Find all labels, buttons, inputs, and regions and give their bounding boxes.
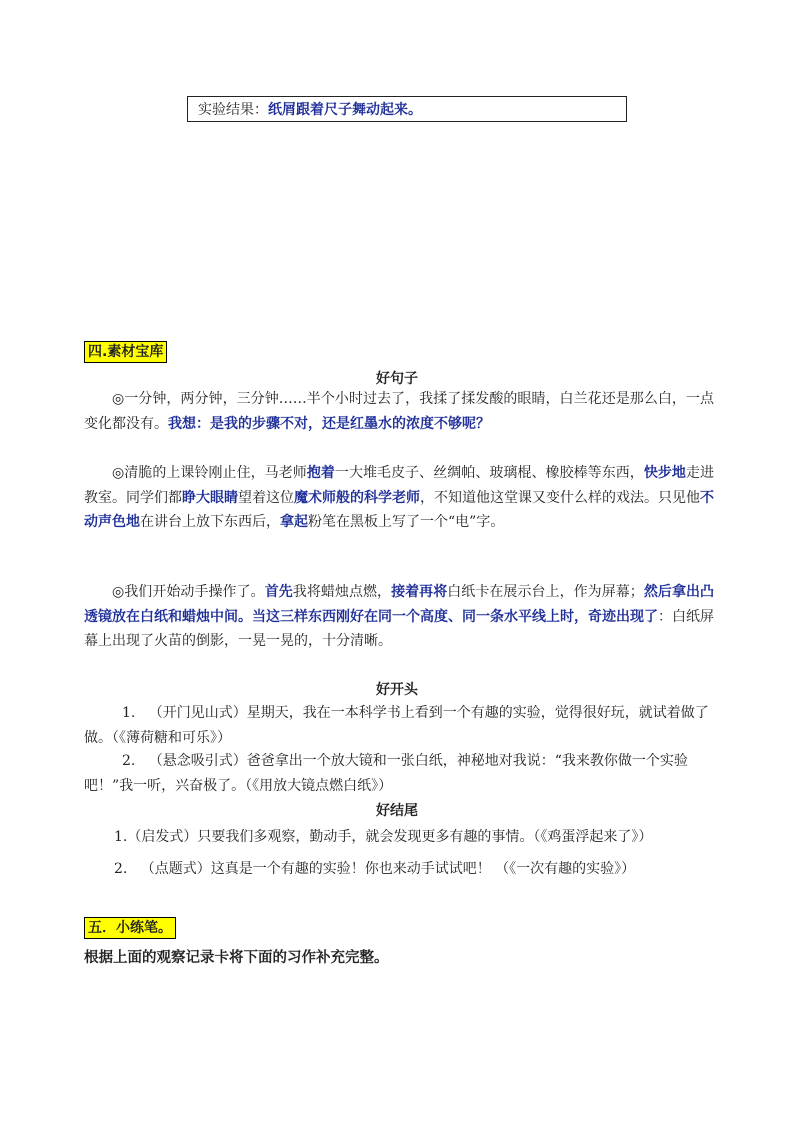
opening-item-2: 2. （悬念吸引式）爸爸拿出一个放大镜和一张白纸，神秘地对我说：“我来教你做一个实验吧！”我一听，兴奋极了。（《用放大镜点燃白纸》） [84,753,688,794]
sentence-paragraph-3: ◎我们开始动手操作了。首先我将蜡烛点燃，接着再将白纸卡在展示台上，作为屏幕；然后拿出凸透镜放在白纸和蜡烛中间。当这三样东西刚好在同一个高度、同一条水平线上时，奇迹出现了：白纸屏幕上出现了火苗的倒影，一晃一晃的，十分清晰。 [84,584,715,649]
practice-instruction: 根据上面的观察记录卡将下面的习作补充完整。 [84,950,389,966]
section-4-title: 四.素材宝库 [84,343,167,361]
result-label: 实验结果： [198,102,268,118]
experiment-result-box [187,96,627,122]
good-openings-heading: 好开头 [376,682,418,698]
sentence-paragraph-1: ◎一分钟，两分钟，三分钟……半个小时过去了，我揉了揉发酸的眼睛，白兰花还是那么白，一点变化都没有。我想：是我的步骤不对，还是红墨水的浓度不够呢？ [84,391,714,432]
good-endings-heading: 好结尾 [376,803,418,819]
good-sentences-heading: 好句子 [376,371,418,387]
sentence-paragraph-2: ◎清脆的上课铃刚止住，马老师抱着一大堆毛皮子、丝绸帕、玻璃棍、橡胶棒等东西，快步地走进教室。同学们都睁大眼睛望着这位魔术师般的科学老师，不知道他这堂课又变什么样的戏法。只见他不动声色地在讲台上放下东西后，拿起粉笔在黑板上写了一个“电”字。 [84,465,715,530]
ending-item-1: 1.（启发式）只要我们多观察，勤动手，就会发现更多有趣的事情。（《鸡蛋浮起来了》） [114,829,653,845]
ending-item-2: 2. （点题式）这真是一个有趣的实验！你也来动手试试吧！ （《一次有趣的实验》） [114,861,636,877]
opening-item-1: 1. （开门见山式）星期天，我在一本科学书上看到一个有趣的实验，觉得很好玩，就试着做了做。（《薄荷糖和可乐》） [84,705,709,746]
section-5-title: 五．小练笔。 [84,919,176,937]
result-text: 纸屑跟着尺子舞动起来。 [268,102,422,118]
